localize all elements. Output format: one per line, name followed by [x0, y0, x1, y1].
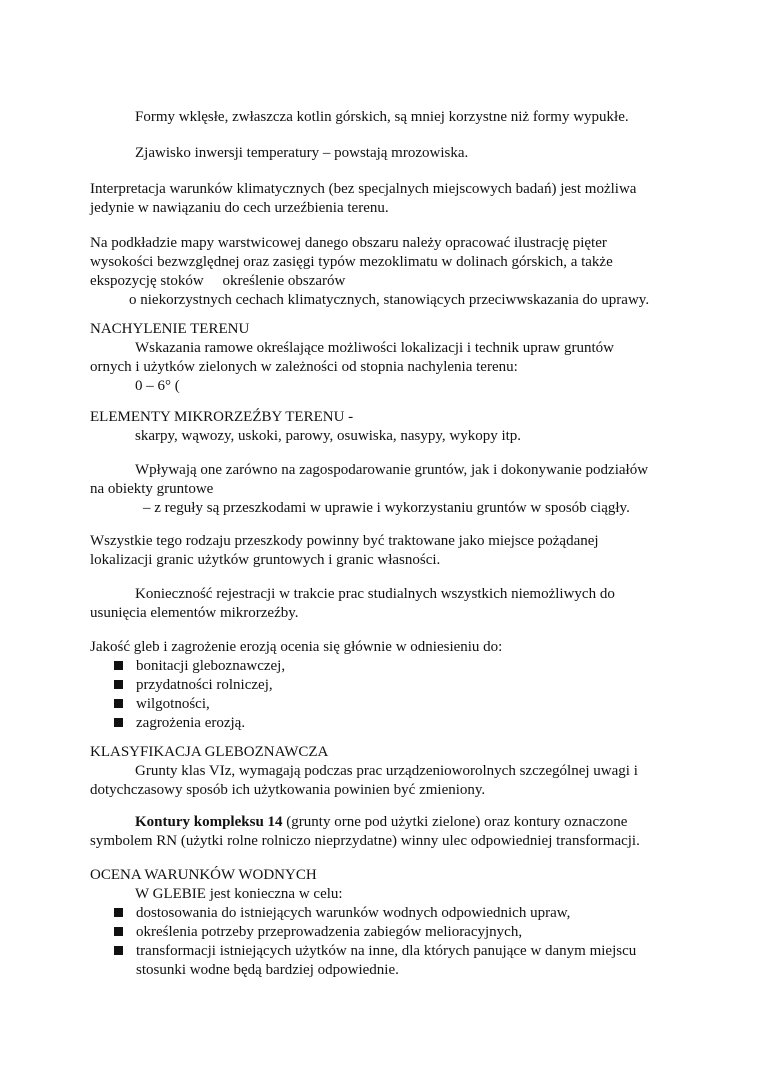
paragraph-map-illustration: Na podkładzie mapy warstwicowej danego obszaru należy opracować ilustrację pięter wysokości bezwzględnej oraz zasięgi typów mezoklimatu w dolinach górskich, a także ekspozycję stoków określenie obszarów o niekorzystnych cechach klimatycznych, stanowiących przeciwwskazania do uprawy. — [90, 235, 650, 308]
section-soil-quality: Jakość gleb i zagrożenie erozją ocenia się głównie w odniesieniu do: bonitacji gleboznawczej, przydatności rolniczej, wilgotności, zagrożenia erozją. — [90, 638, 680, 733]
list-item: wilgotności, — [90, 695, 680, 714]
paragraph-registration: Konieczność rejestracji w trakcie prac studialnych wszystkich niemożliwych do usunięcia elementów mikrorzeźby. — [90, 586, 615, 621]
square-bullet-icon — [114, 718, 123, 727]
section-slope: NACHYLENIE TERENU Wskazania ramowe określające możliwości lokalizacji i technik upraw gruntów ornych i użytków zielonych w zależności od stopnia nachylenia terenu: 0 – 6° ( — [90, 320, 680, 396]
paragraph-complex-14: Kontury kompleksu 14 (grunty orne pod użytki zielone) oraz kontury oznaczone symbolem RN (użytki rolne rolniczo nieprzydatne) winny ulec odpowiedniej transformacji. — [90, 814, 640, 849]
square-bullet-icon — [114, 927, 123, 936]
water-conditions-list — [90, 904, 680, 980]
list-item: transformacji istniejących użytków na inne, dla których panujące w danym miejscu — [90, 942, 680, 961]
heading-microrelief: ELEMENTY MIKRORZEŹBY TERENU - — [90, 409, 354, 425]
square-bullet-icon — [114, 946, 123, 955]
heading-slope: NACHYLENIE TERENU — [90, 321, 250, 337]
square-bullet-icon — [114, 908, 123, 917]
list-item-continuation: stosunki wodne będą bardziej odpowiednie. — [136, 962, 399, 978]
heading-water-conditions: OCENA WARUNKÓW WODNYCH — [90, 867, 317, 883]
soil-quality-list — [90, 657, 680, 733]
list-item: dostosowania do istniejących warunków wodnych odpowiednich upraw, — [90, 904, 680, 923]
list-item: określenia potrzeby przeprowadzenia zabiegów melioracyjnych, — [90, 923, 680, 942]
paragraph-influence: Wpływają one zarówno na zagospodarowanie gruntów, jak i dokonywanie podziałów na obiekty gruntowe – z reguły są przeszkodami w uprawie i wykorzystaniu gruntów w sposób ciągły. — [90, 462, 649, 516]
list-item: bonitacji gleboznawczej, — [90, 657, 680, 676]
square-bullet-icon — [114, 661, 123, 670]
paragraph-concave-forms: Formy wklęsłe, zwłaszcza kotlin górskich, są mniej korzystne niż formy wypukłe. — [135, 109, 629, 125]
paragraph-climate-interpretation: Interpretacja warunków klimatycznych (bez specjalnych miejscowych badań) jest możliwa jedynie w nawiązaniu do cech urzeźbienia terenu. — [90, 181, 637, 216]
square-bullet-icon — [114, 680, 123, 689]
square-bullet-icon — [114, 699, 123, 708]
list-item: przydatności rolniczej, — [90, 676, 680, 695]
heading-soil-classification: KLASYFIKACJA GLEBOZNAWCZA — [90, 744, 329, 760]
section-water-conditions: OCENA WARUNKÓW WODNYCH W GLEBIE jest konieczna w celu: dostosowania do istniejących warunków wodnych odpowiednich upraw, określenia potrzeby przeprowadzenia zabiegów melioracyjnych, transformacji istniejących użytków na inne, dla których panujące w danym miejscu stosunki wodne będą bardziej odpowiednie. — [90, 866, 680, 980]
section-soil-classification: KLASYFIKACJA GLEBOZNAWCZA Grunty klas VIz, wymagają podczas prac urządzenioworolnych szczególnej uwagi i dotychczasowy sposób ich użytkowania powinien być zmieniony. — [90, 743, 680, 800]
list-item: zagrożenia erozją. — [90, 714, 680, 733]
paragraph-obstacles: Wszystkie tego rodzaju przeszkody powinny być traktowane jako miejsce pożądanej lokalizacji granic użytków gruntowych i granic własności. — [90, 533, 599, 568]
paragraph-inversion: Zjawisko inwersji temperatury – powstają mrozowiska. — [135, 145, 469, 161]
section-microrelief: ELEMENTY MIKRORZEŹBY TERENU - skarpy, wąwozy, uskoki, parowy, osuwiska, nasypy, wykopy itp. — [90, 408, 680, 446]
